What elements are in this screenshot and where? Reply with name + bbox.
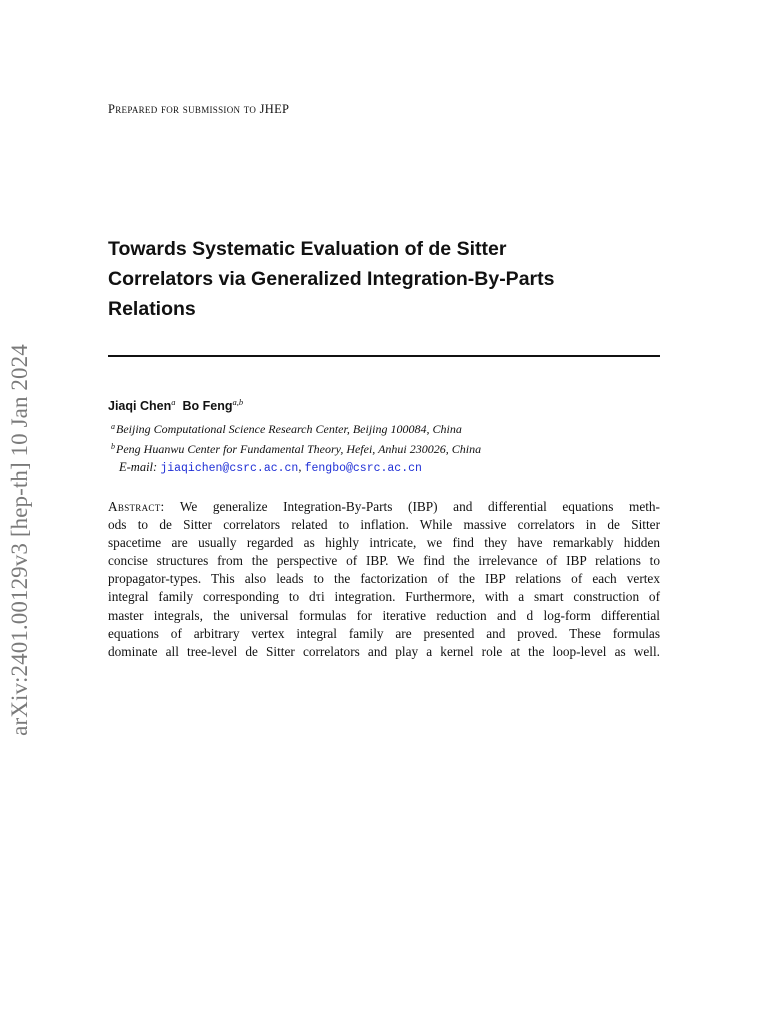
affiliation-list [111, 418, 481, 458]
abstract-line: equations of arbitrary vertex integral family are presented and proved. These formulas [108, 625, 660, 641]
title-line: Relations [108, 298, 196, 320]
abstract-text: We generalize Integration-By-Parts (IBP) and differential equations meth- [179, 499, 660, 514]
abstract-section [108, 498, 660, 661]
abstract-heading: Abstract: [108, 499, 165, 514]
email-separator: , [298, 460, 302, 474]
email-link[interactable]: jiaqichen@csrc.ac.cn [160, 462, 299, 475]
abstract-line: spacetime are usually regarded as highly intricate, we find they have remarkably hidden [108, 535, 660, 551]
email-label: E-mail: [119, 460, 158, 474]
title-rule-divider [108, 355, 660, 357]
affiliation-mark: a [111, 422, 115, 431]
author-affiliation-mark: a,b [232, 397, 244, 407]
affiliation-mark: b [111, 442, 115, 451]
affiliation-item [111, 438, 481, 458]
abstract-line: ods to de Sitter correlators related to inflation. While massive correlators in de Sitter [108, 517, 660, 533]
affiliation-text: Peng Huanwu Center for Fundamental Theory, Hefei, Anhui 230026, China [116, 442, 482, 456]
affiliation-text: Beijing Computational Science Research Center, Beijing 100084, China [116, 422, 462, 436]
contact-email-line [119, 460, 422, 475]
title-line: Correlators via Generalized Integration-By-Parts [108, 268, 555, 290]
author-name: Jiaqi Chen [108, 399, 172, 413]
journal-submission-note: Prepared for submission to JHEP [108, 102, 290, 116]
abstract-line: master integrals, the universal formulas for iterative reduction and d log-form differential [108, 607, 660, 623]
affiliation-item [111, 418, 481, 438]
author-affiliation-mark: a [171, 397, 176, 407]
paper-title [108, 234, 668, 324]
abstract-line: concise structures from the perspective of IBP. We find the irrelevance of IBP relations to [108, 553, 660, 569]
author-name: Bo Feng [182, 399, 233, 413]
author-list [108, 397, 243, 413]
abstract-line: integral family corresponding to dτi integration. Furthermore, with a smart construction of [108, 589, 660, 605]
email-link[interactable]: fengbo@csrc.ac.cn [304, 462, 422, 475]
abstract-line: propagator-types. This also leads to the factorization of the IBP relations of each vertex [108, 571, 660, 587]
abstract-line [108, 498, 660, 516]
abstract-line: dominate all tree-level de Sitter correlators and play a kernel role at the loop-level as well. [108, 643, 660, 659]
title-line: Towards Systematic Evaluation of de Sitter [108, 238, 507, 260]
arxiv-identifier: arXiv:2401.00129v3 [hep-th] 10 Jan 2024 [7, 344, 32, 736]
